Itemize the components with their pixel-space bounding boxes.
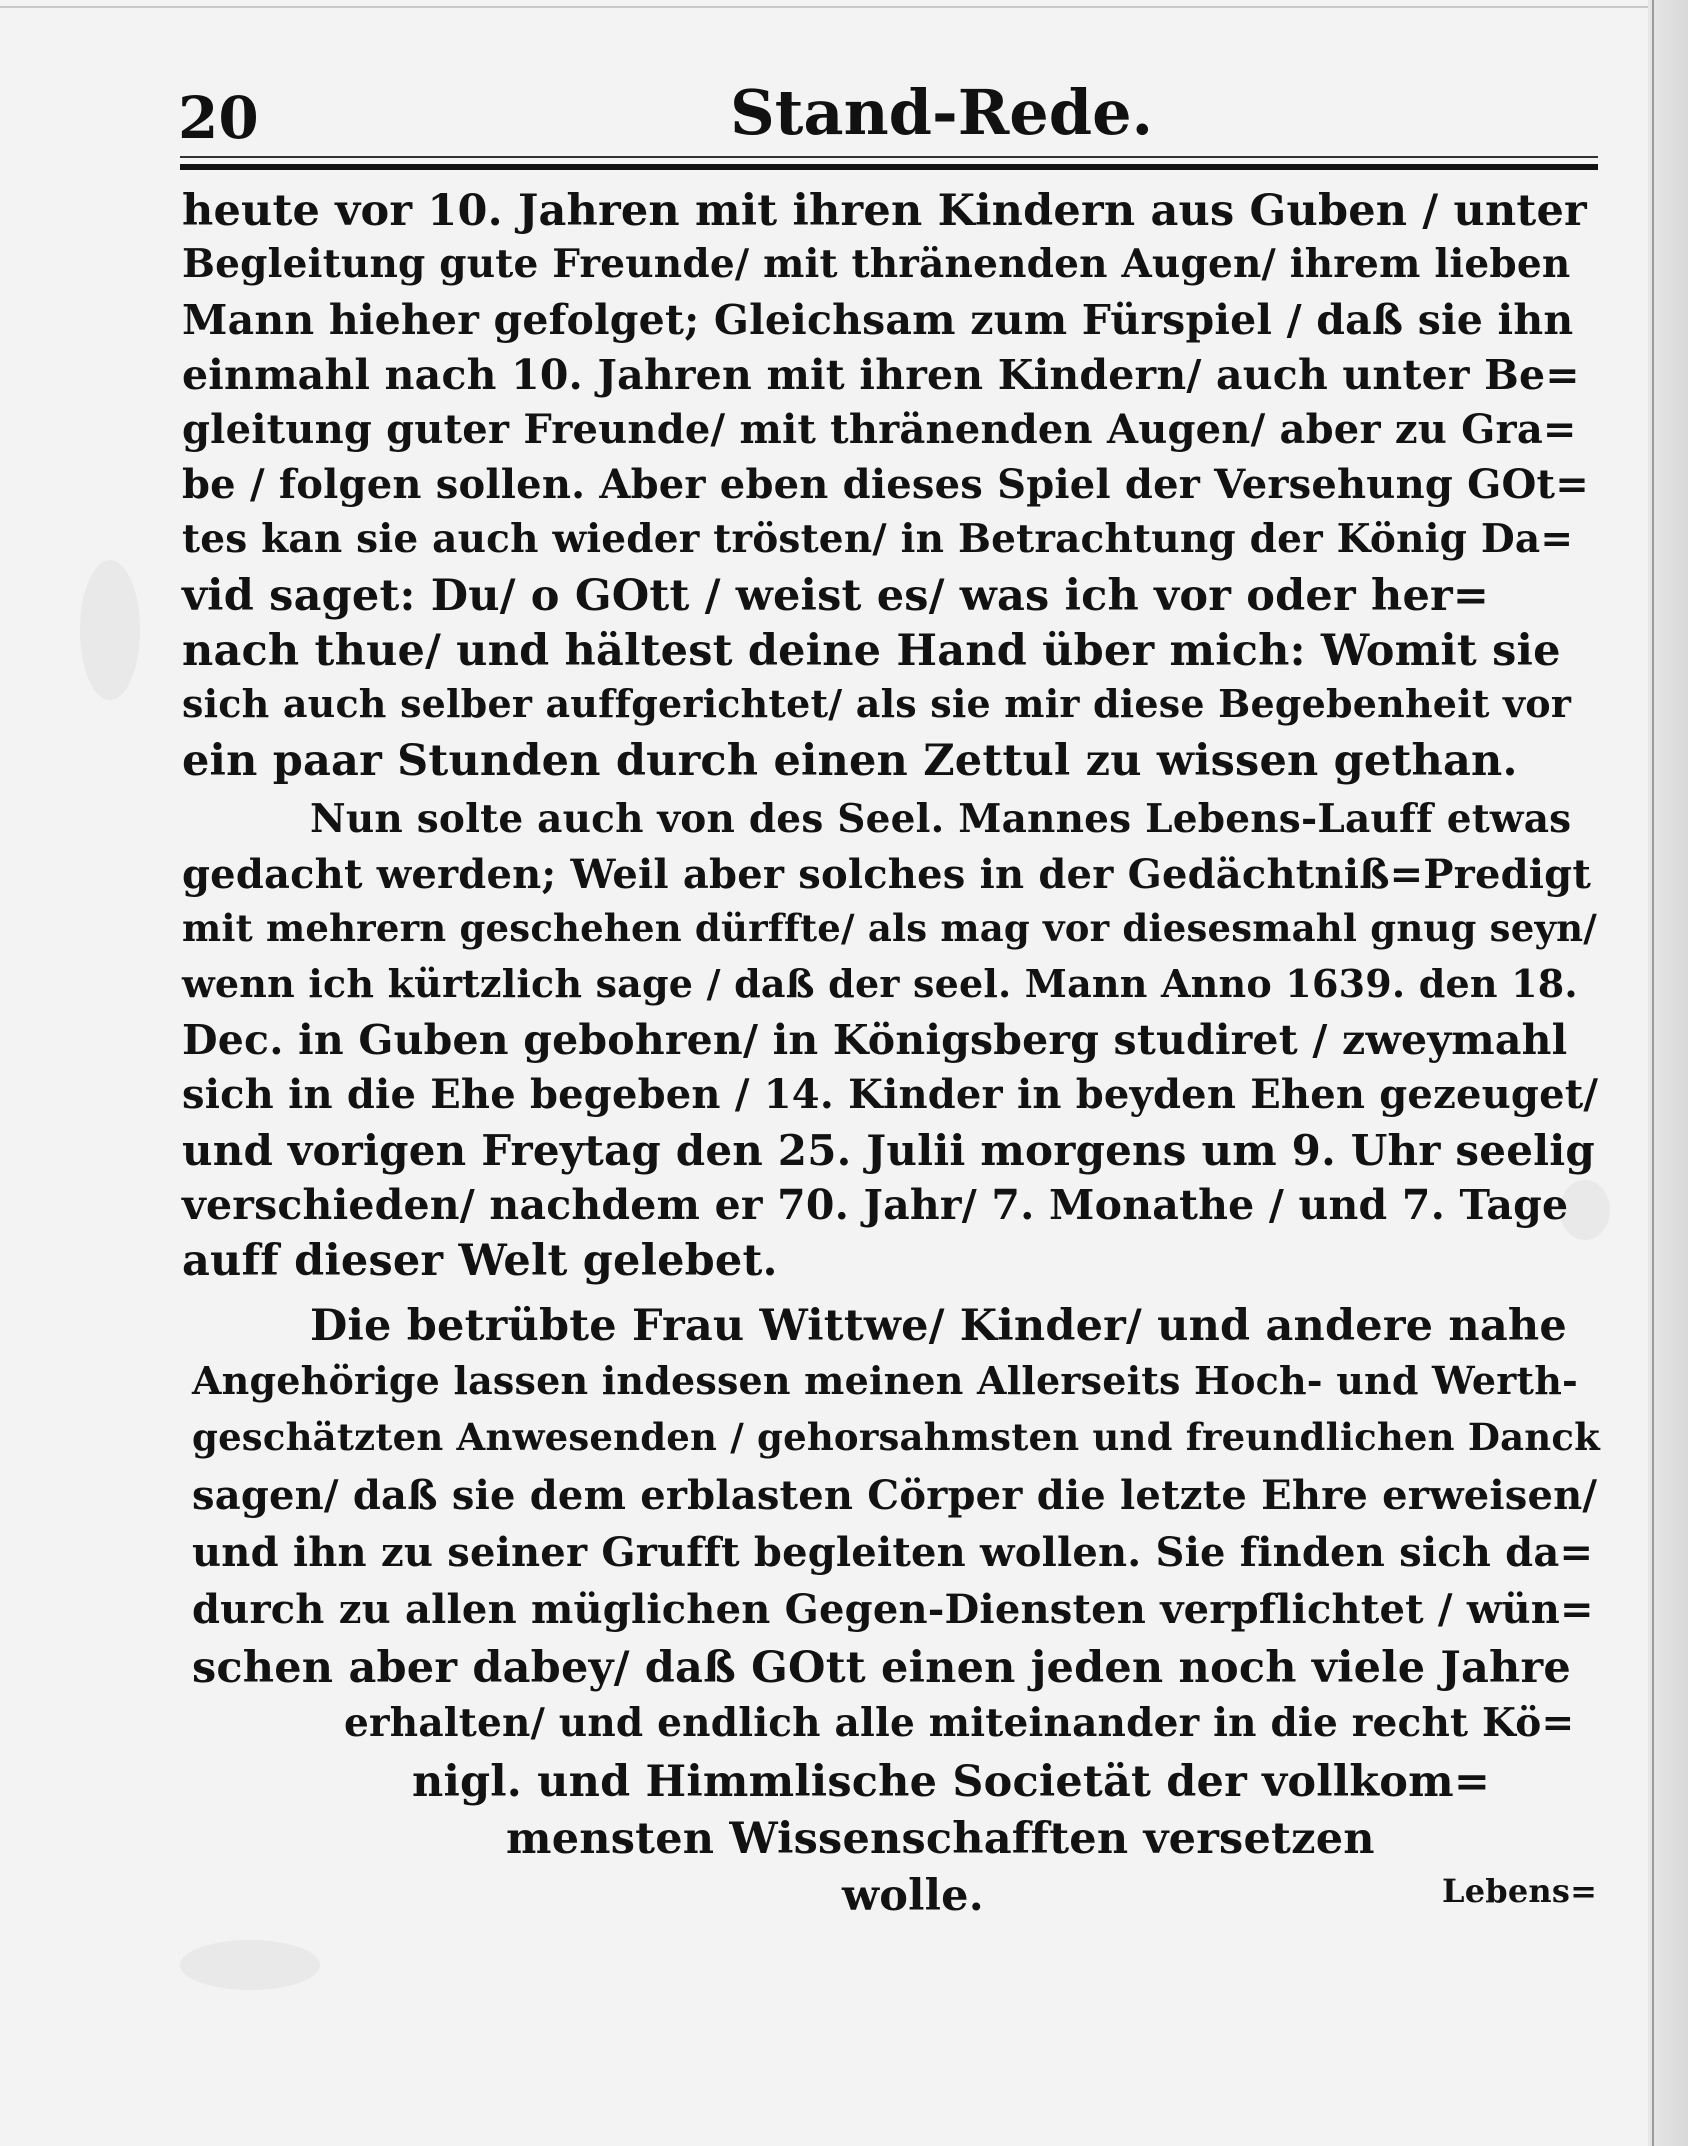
text-line: geschätzten Anwesenden / gehorsahmsten und freundlichen Danck xyxy=(192,1415,1600,1459)
text-line: einmahl nach 10. Jahren mit ihren Kindern/ auch unter Be= xyxy=(182,351,1580,399)
text-line: durch zu allen müglichen Gegen-Diensten verpflichtet / wün= xyxy=(192,1586,1594,1633)
page-edge-line xyxy=(1652,0,1654,2146)
text-line: verschieden/ nachdem er 70. Jahr/ 7. Monathe / und 7. Tage xyxy=(182,1181,1569,1229)
text-line: nigl. und Himmlische Societät der vollkom= xyxy=(412,1757,1491,1807)
text-line: be / folgen sollen. Aber eben dieses Spiel der Versehung GOt= xyxy=(182,461,1589,508)
text-line: ein paar Stunden durch einen Zettul zu wissen gethan. xyxy=(182,736,1518,786)
text-line: heute vor 10. Jahren mit ihren Kindern aus Guben / unter xyxy=(182,186,1587,236)
text-line: vid saget: Du/ o GOtt / weist es/ was ich vor oder her= xyxy=(182,571,1490,621)
paragraph-start-line: Die betrübte Frau Wittwe/ Kinder/ und andere nahe xyxy=(310,1301,1567,1351)
header-rule xyxy=(180,164,1598,170)
text-line: erhalten/ und endlich alle miteinander in die recht Kö= xyxy=(344,1700,1575,1746)
running-title: Stand-Rede. xyxy=(730,76,1154,149)
page-number: 20 xyxy=(178,84,259,152)
paragraph-start-line: Nun solte auch von des Seel. Mannes Lebens-Lauff etwas xyxy=(310,796,1572,842)
page-edge-shadow xyxy=(1648,0,1688,2146)
text-line: wolle. xyxy=(842,1871,984,1921)
text-line: auff dieser Welt gelebet. xyxy=(182,1236,778,1286)
text-line: sich auch selber auffgerichtet/ als sie mir diese Begebenheit vor xyxy=(182,681,1572,726)
text-line: wenn ich kürtzlich sage / daß der seel. Mann Anno 1639. den 18. xyxy=(182,961,1578,1006)
text-line: und vorigen Freytag den 25. Julii morgens um 9. Uhr seelig xyxy=(182,1126,1596,1175)
text-line: Angehörige lassen indessen meinen Allerseits Hoch- und Werth- xyxy=(192,1358,1578,1403)
text-line: schen aber dabey/ daß GOtt einen jeden noch viele Jahre xyxy=(192,1643,1571,1693)
text-line: tes kan sie auch wieder trösten/ in Betrachtung der König Da= xyxy=(182,516,1574,562)
paper-stain xyxy=(180,1940,320,1990)
text-line: gedacht werden; Weil aber solches in der Gedächtniß=Predigt xyxy=(182,851,1592,898)
text-line: Begleitung gute Freunde/ mit thränenden Augen/ ihrem lieben xyxy=(182,241,1571,287)
text-line: gleitung guter Freunde/ mit thränenden Augen/ aber zu Gra= xyxy=(182,406,1577,453)
paper-stain xyxy=(80,560,140,700)
text-line: nach thue/ und hältest deine Hand über mich: Womit sie xyxy=(182,626,1561,676)
text-line: und ihn zu seiner Grufft begleiten wollen. Sie finden sich da= xyxy=(192,1529,1594,1576)
text-line: Dec. in Guben gebohren/ in Königsberg studiret / zweymahl xyxy=(182,1016,1568,1064)
scan-top-edge xyxy=(0,6,1688,8)
text-line: sagen/ daß sie dem erblasten Cörper die letzte Ehre erweisen/ xyxy=(192,1472,1598,1519)
text-line: Mann hieher gefolget; Gleichsam zum Fürspiel / daß sie ihn xyxy=(182,296,1574,344)
text-line: sich in die Ehe begeben / 14. Kinder in beyden Ehen gezeuget/ xyxy=(182,1071,1599,1118)
header-rule-thin xyxy=(180,156,1598,158)
text-line: mit mehrern geschehen dürffte/ als mag vor diesesmahl gnug seyn/ xyxy=(182,906,1597,950)
catchword: Lebens= xyxy=(1442,1872,1598,1910)
text-line: mensten Wissenschafften versetzen xyxy=(506,1814,1375,1864)
